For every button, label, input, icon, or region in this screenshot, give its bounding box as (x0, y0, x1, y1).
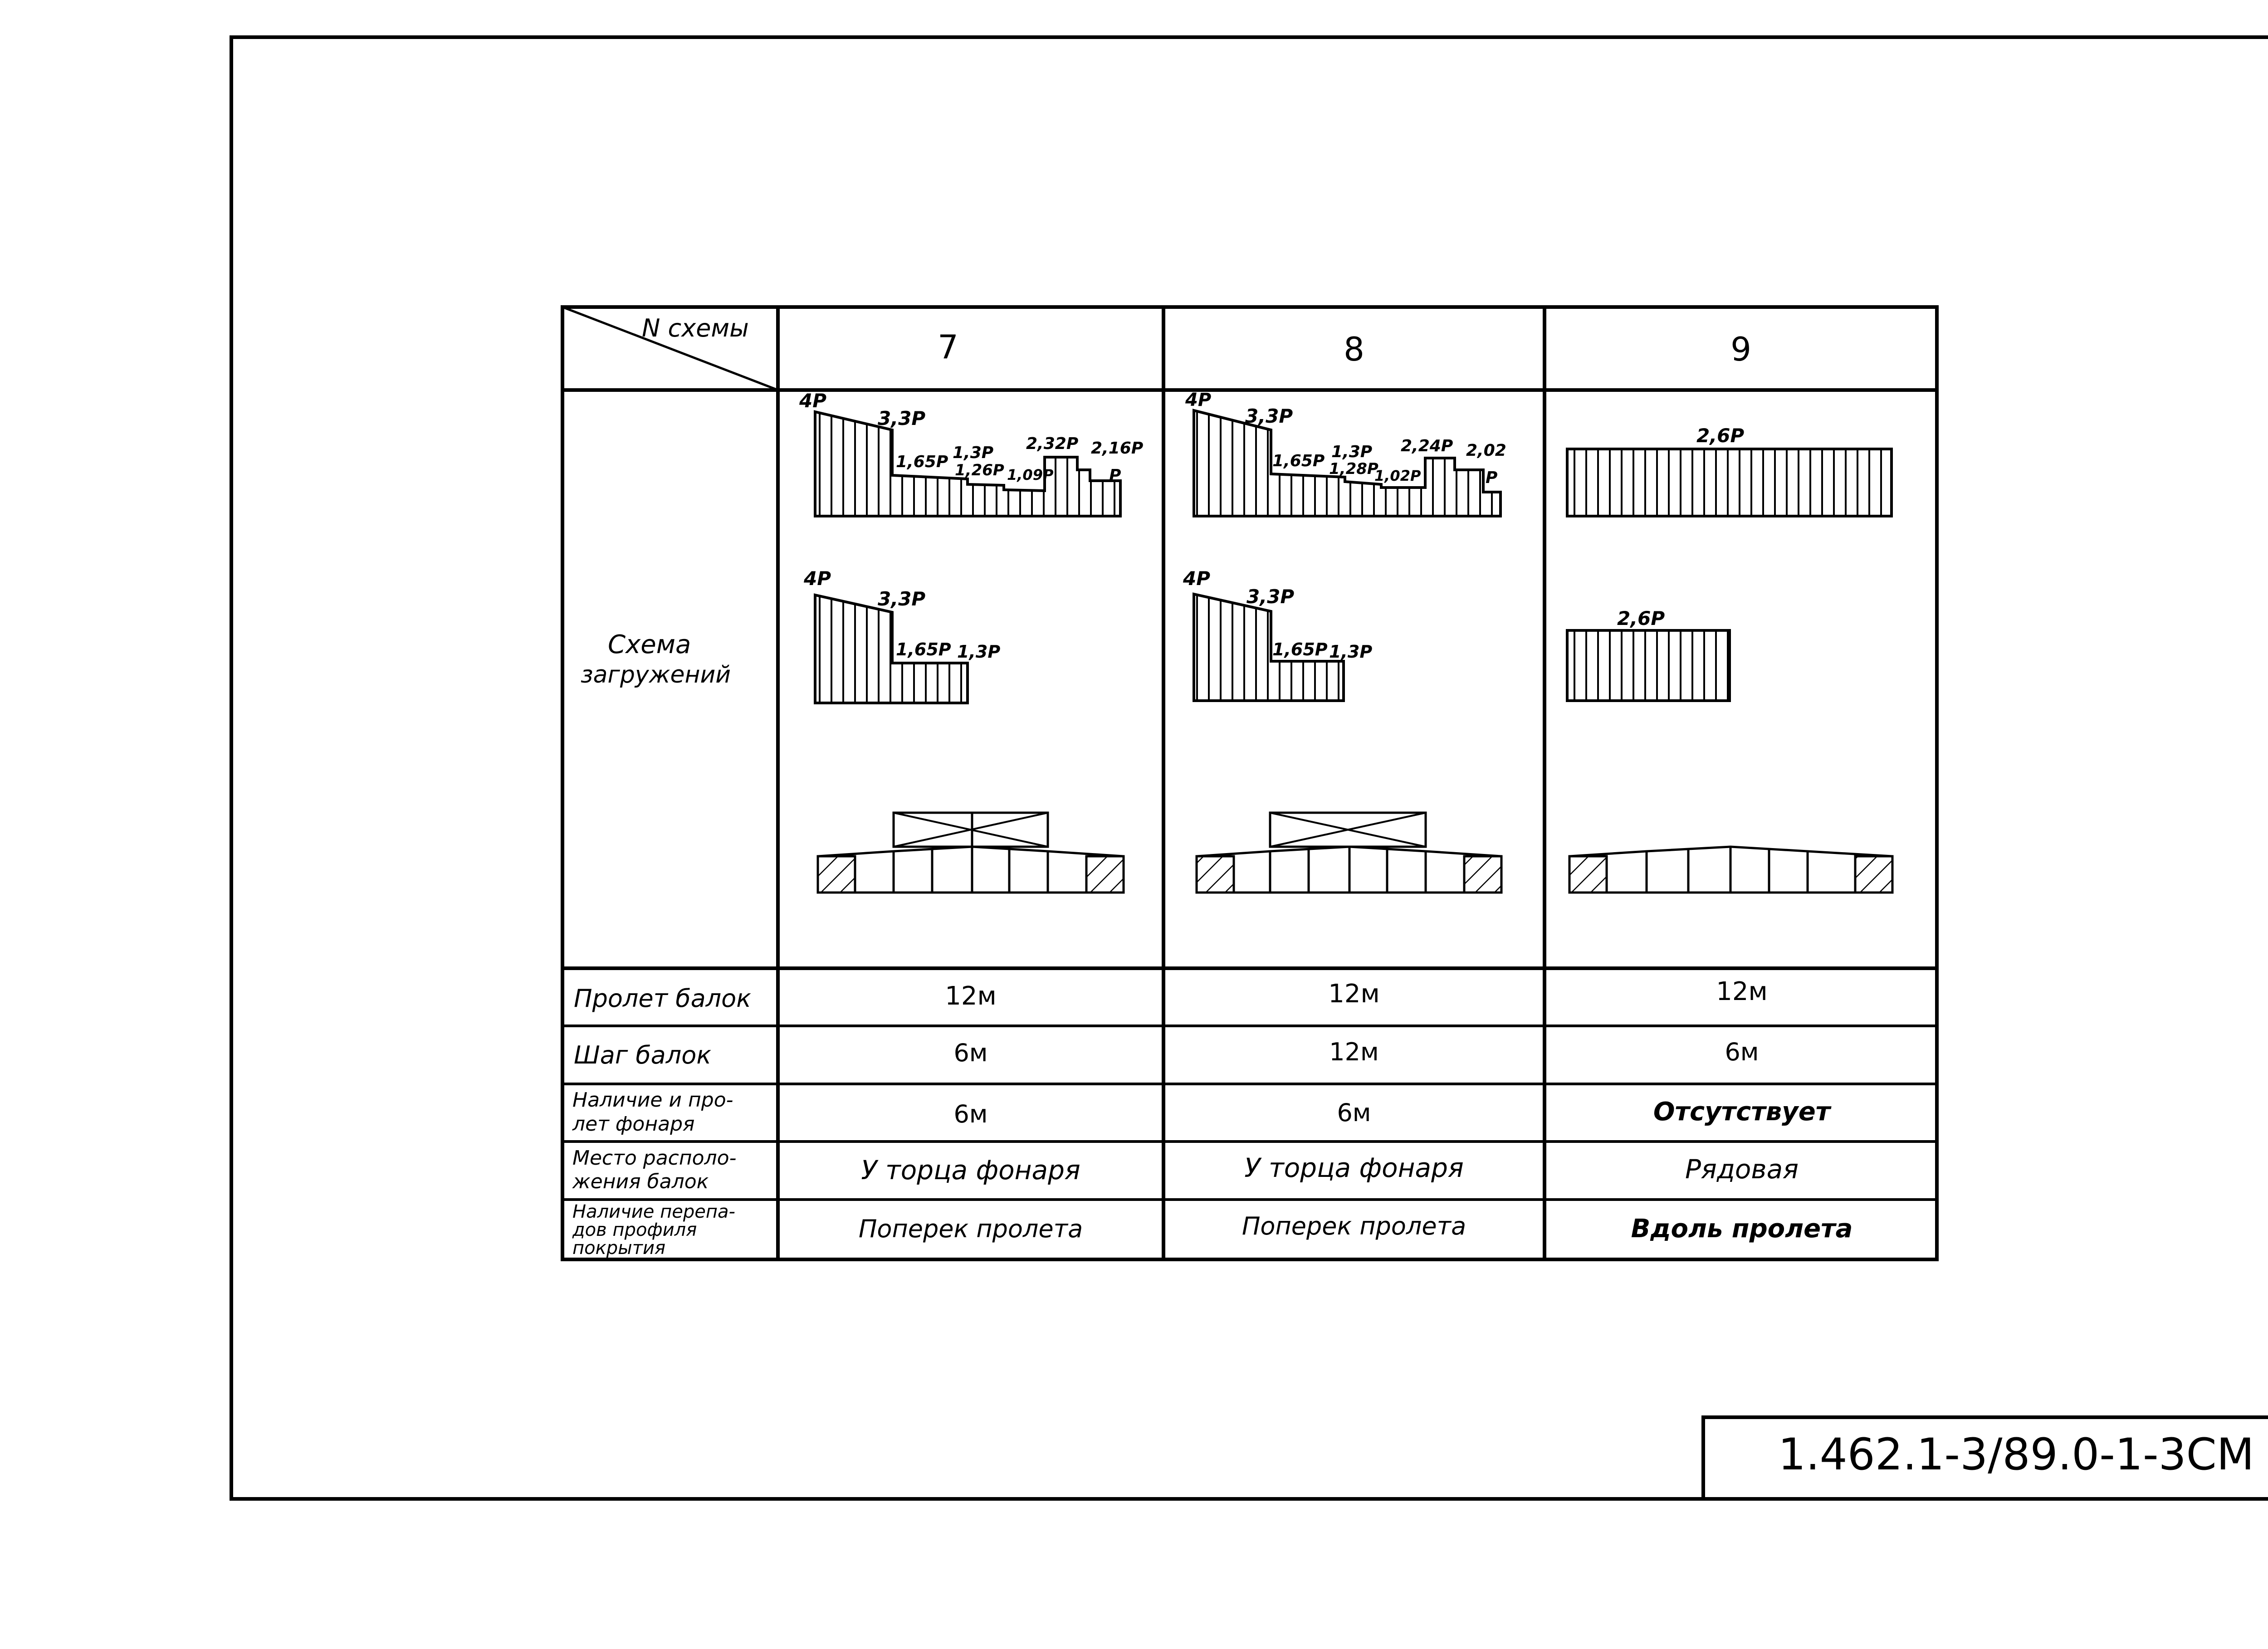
location-8: У торца фонаря (1244, 1152, 1464, 1183)
sheet-frame (231, 37, 2268, 1499)
load-label-8a-7: 2,24P (1401, 437, 1453, 455)
load-label-8b-1: 4P (1183, 567, 1211, 590)
scheme-number-8: 8 (1344, 330, 1364, 368)
label-lantern-1: Наличие и про- (572, 1088, 733, 1112)
lantern-7: 6м (953, 1100, 988, 1128)
title-block (1703, 1417, 2268, 1499)
profile-drops-7: Поперек пролета (858, 1215, 1083, 1243)
load-label-7b-3: 1,65P (896, 639, 951, 659)
load-label-8a-1: 4P (1185, 390, 1212, 410)
roof-schematic-9 (1569, 847, 1892, 893)
corner-label: N схемы (642, 314, 749, 342)
load-label-8b-3: 1,65P (1272, 639, 1328, 659)
load-label-8b-2: 3,3P (1246, 585, 1295, 608)
location-7: У торца фонаря (861, 1155, 1080, 1186)
load-label-8a-6: 1,02P (1374, 467, 1421, 484)
beam-span-8: 12м (1328, 979, 1380, 1009)
label-lantern-2: лет фонаря (572, 1112, 695, 1136)
beam-step-9: 6м (1725, 1038, 1759, 1066)
lantern-8: 6м (1337, 1098, 1371, 1127)
scheme-number-7: 7 (938, 328, 958, 366)
label-profile-drops-2: дов профиля (572, 1220, 697, 1240)
scheme-number-9: 9 (1730, 330, 1751, 368)
load-label-7a-9: P (1109, 466, 1121, 485)
label-location-1: Место располо- (572, 1146, 737, 1170)
load-label-7a-2: 3,3P (878, 407, 926, 429)
load-label-8a-5: 1,28P (1329, 460, 1378, 478)
lantern-9: Отсутствует (1653, 1097, 1831, 1127)
drawing-designation: 1.462.1-3/89.0-1-3СМ (1778, 1429, 2254, 1480)
load-label-7a-5: 1,26P (955, 461, 1004, 479)
label-profile-drops-3: покрытия (572, 1238, 666, 1259)
load-label-8a-9: P (1486, 468, 1498, 487)
load-label-7a-3: 1,65P (896, 453, 948, 471)
load-label-8a-2: 3,3P (1245, 405, 1293, 427)
beam-span-9: 12м (1716, 977, 1768, 1006)
beam-step-7: 6м (953, 1039, 988, 1067)
load-label-9a: 2,6P (1696, 424, 1745, 447)
label-beam-step: Шаг балок (574, 1041, 711, 1069)
location-9: Рядовая (1685, 1154, 1799, 1185)
label-profile-drops-1: Наличие перепа- (572, 1201, 735, 1222)
label-location-2: жения балок (572, 1170, 709, 1193)
label-loading-scheme-1: Схема (608, 630, 691, 659)
load-label-7b-2: 3,3P (878, 588, 926, 610)
label-loading-scheme-2: загружений (581, 661, 731, 688)
label-beam-span: Пролет балок (574, 984, 751, 1013)
load-label-7b-4: 1,3P (957, 642, 1001, 662)
load-label-8a-3: 1,65P (1272, 452, 1325, 470)
beam-step-8: 12м (1329, 1038, 1379, 1066)
load-label-7b-1: 4P (804, 567, 831, 590)
load-diagram-9a (1567, 449, 1892, 516)
roof-schematic-7 (818, 813, 1124, 893)
load-label-7a-7: 2,32P (1026, 434, 1079, 453)
load-label-8a-4: 1,3P (1331, 443, 1373, 461)
load-label-7a-6: 1,09P (1007, 466, 1054, 483)
load-label-9b: 2,6P (1617, 607, 1665, 629)
load-label-7a-4: 1,3P (953, 444, 994, 462)
profile-drops-8: Поперек пролета (1242, 1212, 1466, 1240)
load-label-8b-4: 1,3P (1329, 642, 1373, 662)
load-diagram-9b (1567, 630, 1730, 701)
roof-schematic-8 (1197, 813, 1501, 893)
beam-span-7: 12м (945, 981, 997, 1011)
load-label-7a-8: 2,16P (1091, 439, 1144, 458)
load-label-7a-1: 4P (799, 390, 827, 412)
load-label-8a-8: 2,02 (1466, 441, 1506, 460)
profile-drops-9: Вдоль пролета (1631, 1214, 1853, 1244)
